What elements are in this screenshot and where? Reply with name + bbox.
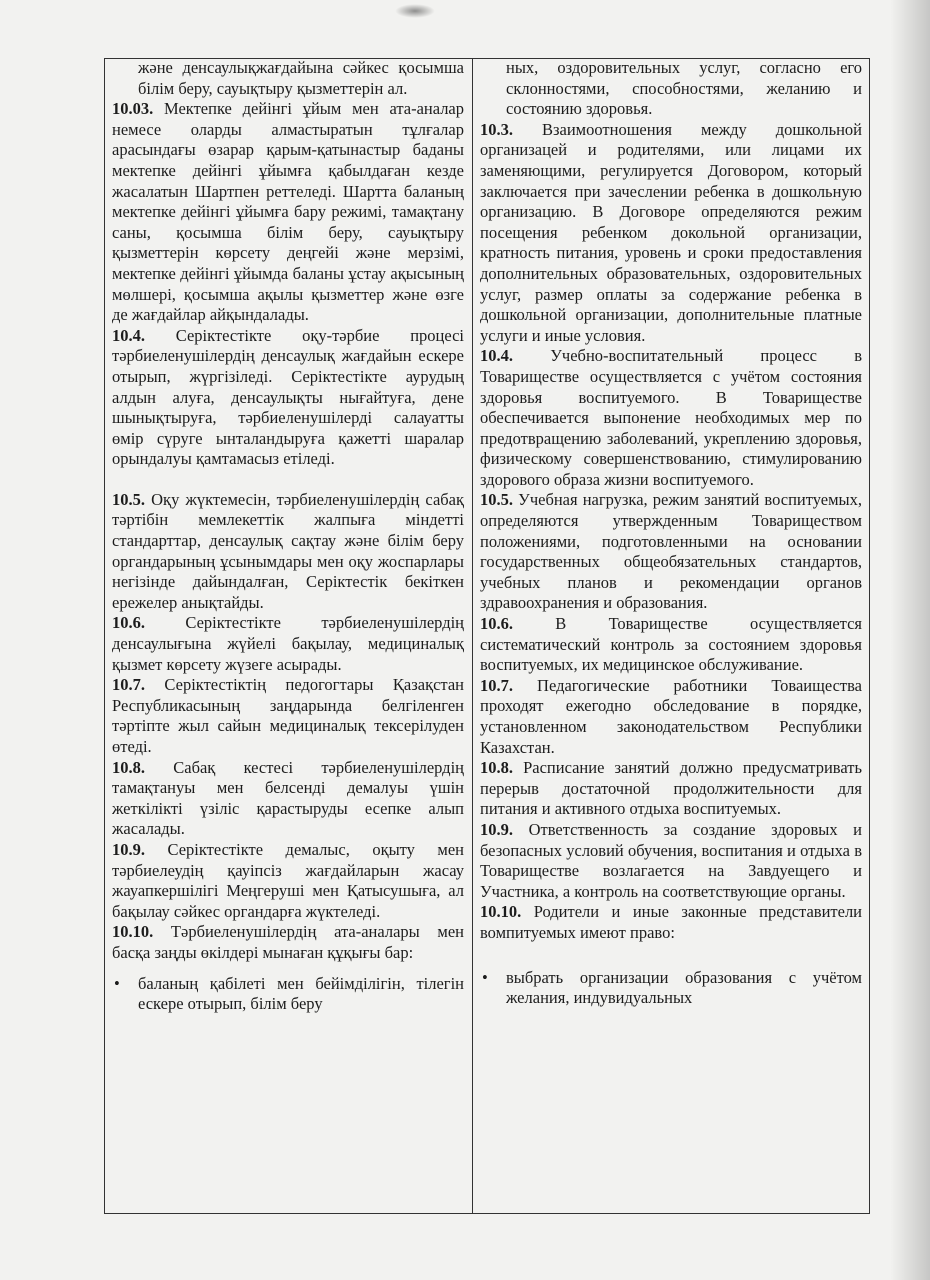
clause-text: Расписание занятий должно предусматривать перерыв достаточной продолжительности для питания и активного отдыха воспитуемых. (480, 758, 862, 819)
clause-text: Оқу жүктемесін, тәрбиеленушілердің сабақ тәртібін мемлекеттік жалпыға міндетті стандарттар, денсаулық сақтау және білім беру органдарының ұсынымдары мен оқу жоспарлары негізінде дайындалған, Серіктестік бекіткен ережелер анықтайды. (112, 489, 464, 612)
right-bullet-item (480, 968, 862, 1009)
right-clause-10-5 (480, 490, 862, 614)
right-clause-10-3 (480, 120, 862, 347)
clause-text: Педагогические работники Товаищества проходят ежегодно обследование в порядке, установленном законодательством Республики Казахстан. (480, 675, 862, 757)
left-clause-10-10 (112, 922, 464, 963)
clause-number: 10.10. (480, 902, 522, 922)
clause-text: В Товариществе осуществляется систематический контроль за состоянием здоровья воспитуемых, их медицинское обслуживание. (480, 614, 862, 675)
clause-text: Серіктестікте демалыс, оқыту мен тәрбиелеудің қауіпсіз жағдайларын жасау жауапкершілігі Меңгеруші мен Қатысушыға, ал бақылау сәйкес органдарға жүктеледі. (112, 839, 464, 921)
right-clause-10-9 (480, 820, 862, 902)
clause-number: 10.6. (112, 613, 145, 633)
clause-number: 10.7. (480, 675, 513, 695)
clause-number: 10.03. (112, 99, 154, 119)
bullet-text: выбрать организации образования с учётом желания, индувидуальных (506, 967, 862, 1008)
left-clause-10-4 (112, 326, 464, 470)
clause-text: Родители и иные законные представители вомпитуемых имеют право: (480, 902, 862, 942)
left-clause-10-9 (112, 840, 464, 922)
right-clause-10-7 (480, 676, 862, 758)
clause-text: Учебная нагрузка, режим занятий воспитуемых, определяются утвержденным Товариществом положениями, подготовленными на основании государственных общеобязательных стандартов, учебных планов и рекомендации органов здравоохранения и образования. (480, 490, 862, 613)
clause-number: 10.8. (112, 757, 145, 777)
right-clause-10-4 (480, 346, 862, 490)
page-edge-shadow (890, 0, 930, 1280)
clause-number: 10.4. (480, 346, 513, 366)
bullet-icon: • (114, 973, 120, 993)
clause-number: 10.10. (112, 922, 154, 942)
left-bullet-item (112, 974, 464, 1015)
clause-number: 10.9. (112, 839, 145, 859)
clause-number: 10.5. (480, 490, 513, 510)
clause-text: Серіктестікте тәрбиеленушілердің денсаулығына жүйелі бақылау, медициналық қызмет көрсету жүзеге асырады. (112, 613, 464, 674)
clause-number: 10.3. (480, 119, 513, 139)
left-clause-10-03 (112, 99, 464, 326)
clause-text: Серіктестіктің педогогтары Қазақстан Республикасының заңдарында белгіленген тәртіпте жыл сайын медициналық тексерілуден өтеді. (112, 675, 464, 756)
left-clause-10-6 (112, 613, 464, 675)
clause-text: Взаимоотношения между дошкольной организацей и родителями, или лицами их заменяющими, регулируется Договором, который заключается при зачеслении ребенка в дошкольную организацию. В Договоре определяются режим посещения ребенком докольной организации, кратность питания, уровень и сроки предоставления дополнительных образовательных, оздоровительных услуг, размер оплаты за содержание ребенка в дошкольной организации, дополнительные платные услуги и иные условия. (480, 119, 862, 345)
clause-text: Учебно-воспитательный процесс в Товариществе осуществляется с учётом состояния здоровья воспитуемого. В Товариществе обеспечивается выпонение необходимых мер по предотвращению заболеваний, укреплению здоровья, физическому совершенствованию, стимулированию здорового образа жизни воспитуемого. (480, 346, 862, 489)
left-clause-10-7 (112, 675, 464, 757)
clause-number: 10.8. (480, 758, 513, 778)
clause-number: 10.6. (480, 614, 513, 634)
clause-number: 10.7. (112, 675, 145, 695)
kazakh-column (112, 58, 464, 1214)
clause-text: Ответственность за создание здоровых и безопасных условий обучения, воспитания и отдыха в Товариществе возлагается на Завдуещего и Участника, а контроль на соответствующие органы. (480, 819, 862, 901)
left-clause-10-5 (112, 490, 464, 614)
clause-text: Сабақ кестесі тәрбиеленушілердің тамақтануы мен белсенді демалуы үшін жеткілікті үзіліс қарастыруды есепке алып жасалады. (112, 757, 464, 839)
clause-number: 10.5. (112, 489, 145, 509)
clause-number: 10.9. (480, 819, 513, 839)
clause-number: 10.4. (112, 325, 145, 345)
left-clause-10-8 (112, 758, 464, 840)
right-clause-10-6 (480, 614, 862, 676)
clause-text: Серіктестікте оқу-тәрбие процесі тәрбиеленушілердің денсаулық жағдайын ескере отырып, жүргізіледі. Серіктестікте аурудың алдын алуға, денсаулықты нығайтуға, дене шынықтыруға, тәрбиеленушілерді салауатты өмір сүруге ынталандыруға қажетті шаралар орындалуы қамтамасыз етіледі. (112, 325, 464, 469)
bullet-text: баланың қабілеті мен бейімділігін, тілегін ескере отырып, білім беру (138, 973, 464, 1014)
right-clause-10-10 (480, 902, 862, 943)
right-clause-10-8 (480, 758, 862, 820)
left-intro: және денсаулықжағдайына сәйкес қосымша білім беру, сауықтыру қызметтерін ал. (138, 58, 464, 98)
clause-text: Тәрбиеленушілердің ата-аналары мен басқа заңды өкілдері мынаған құқығы бар: (112, 922, 464, 962)
russian-column (480, 58, 862, 1214)
clause-text: Мектепке дейінгі ұйым мен ата-аналар немесе оларды алмастыратын тұлғалар арасындағы өзарар қарым-қатынастыр баданы мектепке дейінгі ұйымға қабылдаған кезде жасалатын Шартпен реттеледі. Шартта баланың мектепке дейінгі ұйымға бару режимі, тамақтану саны, қосымша білім беру, сауықтыру қызметтерін көрсету деңгейі және мерзімі, мектепке дейінгі ұйымда баланы ұстау ақысының мөлшері, қосымша ақылы қызметтер және өзге де жағдайлар айқындалады. (112, 99, 464, 325)
bullet-icon: • (482, 967, 488, 987)
right-intro: ных, оздоровительных услуг, согласно его склонностями, способностями, желанию и состоянию здоровья. (506, 58, 862, 119)
scan-smudge (395, 4, 435, 18)
column-divider (472, 58, 473, 1214)
